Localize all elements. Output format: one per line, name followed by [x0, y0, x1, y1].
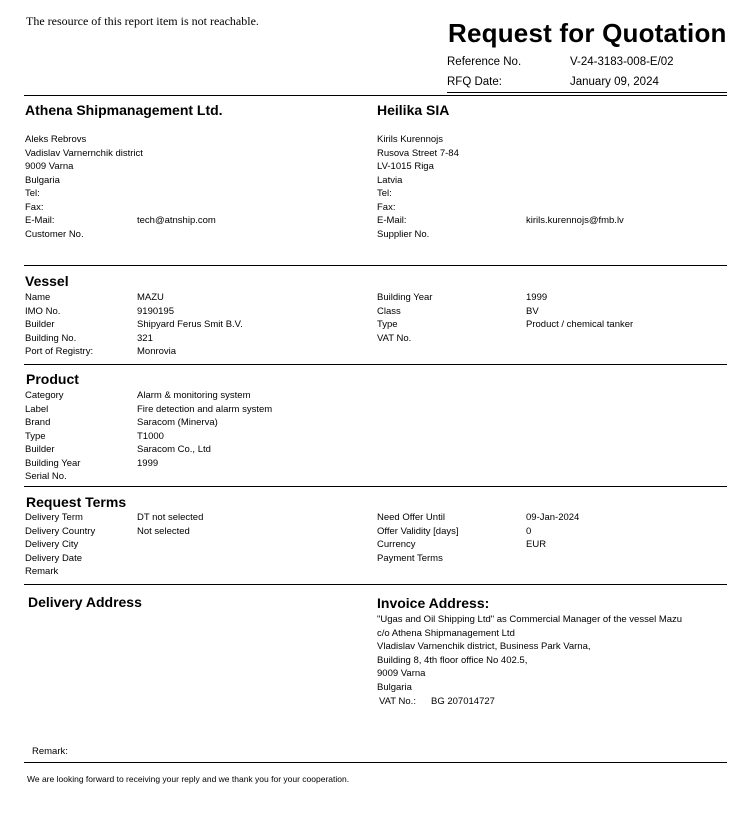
product-brand-value: Saracom (Minerva) — [137, 417, 218, 428]
vessel-building-no-label: Building No. — [25, 332, 77, 344]
address-line: LV-1015 Riga — [377, 161, 434, 172]
delivery-term-value: DT not selected — [137, 512, 204, 523]
currency-value: EUR — [526, 539, 547, 550]
invoice-line: Vladislav Varnenchik district, Business Park Varna, — [377, 641, 591, 652]
vessel-building-year-label: Building Year — [377, 292, 433, 303]
vessel-port-label: Port of Registry: — [25, 346, 94, 357]
need-offer-until-value: 09-Jan-2024 — [526, 512, 580, 523]
delivery-country-value: Not selected — [137, 525, 190, 537]
invoice-vat-label: VAT No.: — [379, 696, 416, 707]
divider — [24, 584, 727, 585]
reference-label: Reference No. — [447, 56, 522, 68]
product-builder-value: Saracom Co., Ltd — [137, 444, 211, 455]
vessel-type-value: Product / chemical tanker — [526, 319, 634, 330]
invoice-line: "Ugas and Oil Shipping Ltd" as Commercial Manager of the vessel Mazu — [377, 614, 683, 625]
terms-left-labels — [25, 511, 95, 579]
vessel-name-value: MAZU — [137, 292, 164, 303]
currency-label: Currency — [377, 539, 416, 550]
address-line: Latvia — [377, 174, 403, 186]
tel-label: Tel: — [377, 188, 392, 199]
vessel-name-label: Name — [25, 292, 51, 303]
vessel-left-labels — [25, 291, 93, 359]
header-divider — [447, 92, 727, 93]
email-label: E-Mail: — [377, 215, 407, 226]
delivery-date-value — [137, 552, 203, 566]
vessel-vat-value — [526, 332, 633, 346]
supplier-company: Heilika SIA — [377, 102, 450, 118]
vessel-class-label: Class — [377, 305, 401, 317]
need-offer-until-label: Need Offer Until — [377, 512, 445, 523]
divider — [24, 364, 727, 365]
customer-company: Athena Shipmanagement Ltd. — [25, 102, 223, 118]
email-label: E-Mail: — [25, 215, 55, 226]
vessel-builder-value: Shipyard Ferus Smit B.V. — [137, 319, 243, 330]
terms-left-values — [137, 511, 203, 579]
footer-text: We are looking forward to receiving your reply and we thank you for your cooperation. — [27, 774, 350, 784]
invoice-line: Building 8, 4th floor office No 402.5, — [377, 654, 528, 666]
customer-email: tech@atnship.com — [137, 215, 216, 226]
payment-terms-value — [526, 552, 579, 566]
product-brand-label: Brand — [25, 417, 51, 428]
rfq-date-label: RFQ Date: — [447, 76, 502, 88]
product-label-label: Label — [25, 403, 49, 415]
tel-label: Tel: — [25, 188, 40, 199]
vessel-class-value: BV — [526, 305, 539, 317]
product-section-title: Product — [26, 371, 79, 387]
fax-label: Fax: — [377, 201, 396, 213]
vessel-left-values — [137, 291, 243, 359]
invoice-address-lines — [377, 613, 682, 694]
customer-no-label: Customer No. — [25, 228, 84, 240]
offer-validity-value: 0 — [526, 525, 532, 537]
vessel-building-no-value: 321 — [137, 332, 153, 344]
address-line: Kirils Kurennojs — [377, 134, 443, 145]
delivery-term-label: Delivery Term — [25, 512, 83, 523]
product-category-value: Alarm & monitoring system — [137, 390, 251, 401]
terms-right-values — [526, 511, 579, 565]
product-serial-label: Serial No. — [25, 471, 67, 482]
delivery-address-title: Delivery Address — [28, 594, 142, 610]
product-values — [137, 389, 272, 484]
error-message: The resource of this report item is not reachable. — [26, 14, 259, 28]
divider — [24, 486, 727, 487]
vessel-right-labels — [377, 291, 432, 345]
invoice-address-title: Invoice Address: — [377, 595, 490, 611]
supplier-no-label: Supplier No. — [377, 228, 430, 240]
delivery-city-value — [137, 538, 203, 552]
supplier-address — [377, 133, 459, 241]
remark-label: Remark: — [32, 746, 68, 757]
customer-address — [25, 133, 143, 241]
vessel-imo-value: 9190195 — [137, 305, 174, 317]
reference-value: V-24-3183-008-E/02 — [570, 56, 674, 68]
product-labels — [25, 389, 80, 484]
vessel-section-title: Vessel — [25, 273, 69, 289]
invoice-line: c/o Athena Shipmanagement Ltd — [377, 627, 515, 639]
terms-right-labels — [377, 511, 459, 565]
delivery-date-label: Delivery Date — [25, 552, 83, 564]
product-builder-label: Builder — [25, 444, 55, 455]
invoice-line: 9009 Varna — [377, 668, 426, 679]
vessel-port-value: Monrovia — [137, 346, 177, 357]
vessel-right-values — [526, 291, 633, 345]
invoice-vat-value: BG 207014727 — [431, 696, 495, 707]
supplier-email: kirils.kurennojs@fmb.lv — [526, 215, 624, 226]
payment-terms-label: Payment Terms — [377, 552, 443, 564]
product-category-label: Category — [25, 390, 64, 401]
address-line: Vadislav Varnernchik district — [25, 147, 143, 159]
terms-remark-label: Remark — [25, 566, 59, 577]
vessel-builder-label: Builder — [25, 319, 55, 330]
product-serial-value — [137, 470, 272, 484]
vessel-imo-label: IMO No. — [25, 305, 61, 317]
address-line: 9009 Varna — [25, 161, 74, 172]
divider — [24, 95, 727, 96]
address-line: Bulgaria — [25, 174, 60, 186]
product-building-year-value: 1999 — [137, 457, 159, 469]
delivery-country-label: Delivery Country — [25, 525, 96, 537]
divider — [24, 265, 727, 266]
terms-remark-value — [137, 565, 203, 579]
address-line: Aleks Rebrovs — [25, 134, 87, 145]
vessel-vat-label: VAT No. — [377, 332, 412, 344]
vessel-type-label: Type — [377, 319, 398, 330]
invoice-line: Bulgaria — [377, 681, 412, 693]
vessel-building-year-value: 1999 — [526, 292, 548, 303]
product-label-value: Fire detection and alarm system — [137, 403, 273, 415]
rfq-date-value: January 09, 2024 — [570, 76, 659, 88]
offer-validity-label: Offer Validity [days] — [377, 525, 459, 537]
address-line: Rusova Street 7-84 — [377, 147, 459, 159]
request-terms-section-title: Request Terms — [26, 494, 127, 510]
product-type-value: T1000 — [137, 430, 164, 442]
product-building-year-label: Building Year — [25, 457, 81, 469]
divider — [24, 762, 727, 763]
fax-label: Fax: — [25, 201, 44, 213]
product-type-label: Type — [25, 430, 46, 442]
page-title: Request for Quotation — [448, 18, 727, 48]
delivery-city-label: Delivery City — [25, 539, 79, 550]
